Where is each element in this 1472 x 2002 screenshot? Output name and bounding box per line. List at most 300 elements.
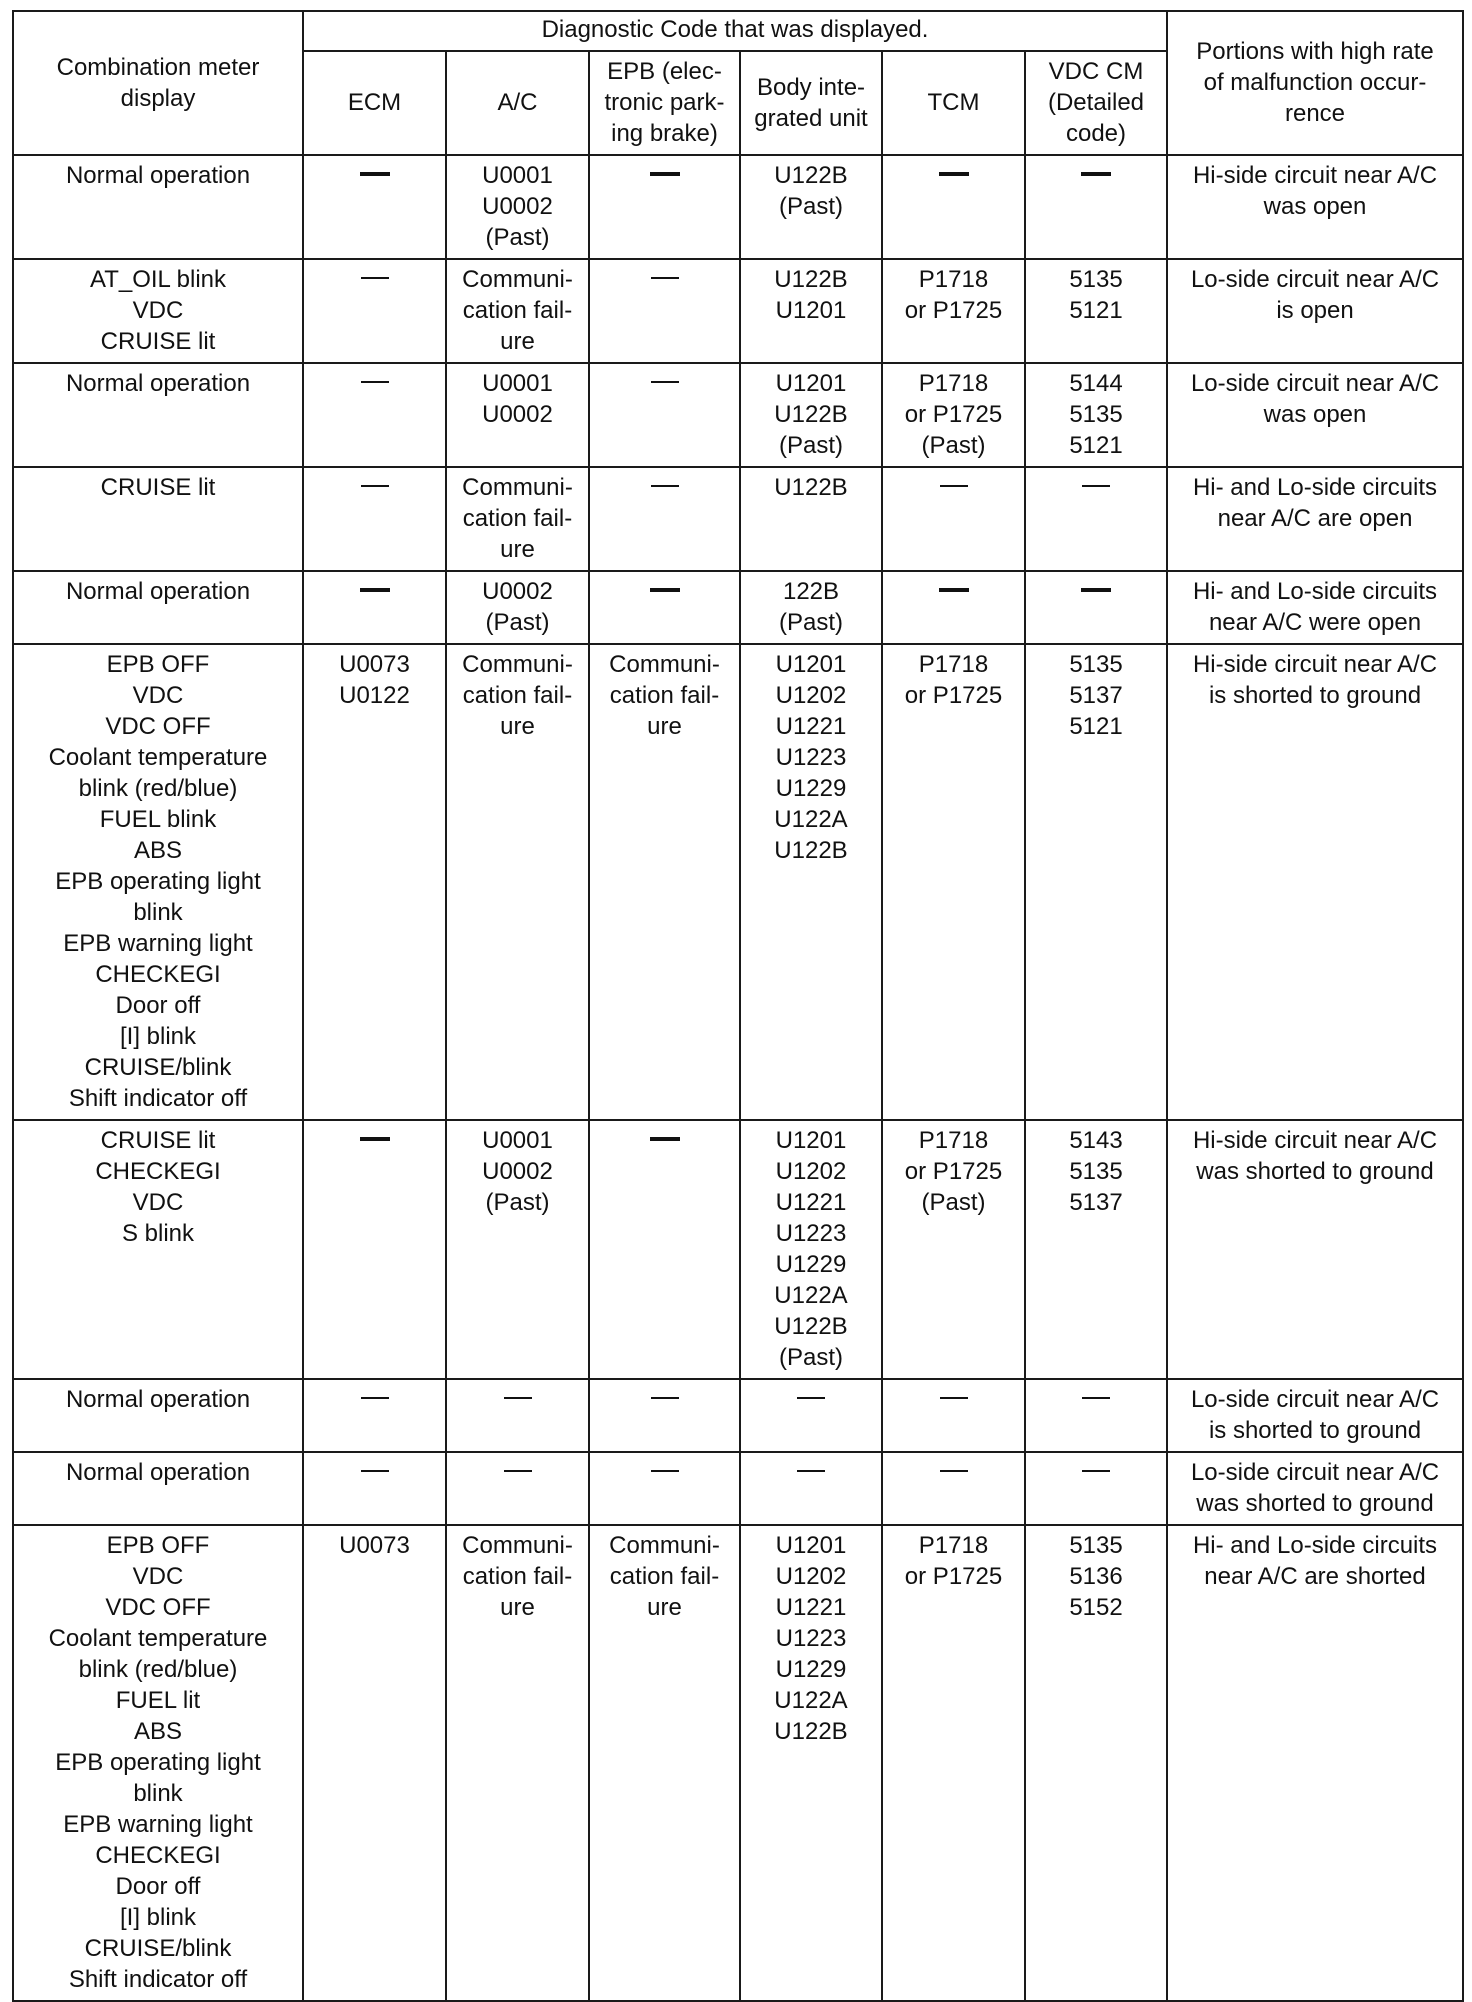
cell-line: ABS — [133, 837, 183, 864]
cell-line: 5135 — [1069, 1158, 1123, 1185]
cell-ecm — [303, 1120, 446, 1379]
cell-line: ure — [500, 1594, 535, 1621]
cell-vdc — [1025, 1379, 1167, 1452]
cell-line: U1223 — [775, 1220, 847, 1247]
cell-line: [I] blink — [119, 1023, 197, 1050]
cell-line: U122B — [774, 162, 848, 189]
cell-line: Door off — [115, 1873, 201, 1900]
table-row — [13, 571, 1463, 644]
cell-tcm — [882, 644, 1025, 1120]
cell-line: ure — [500, 328, 535, 355]
cell-vdc — [1025, 1120, 1167, 1379]
cell-line: Lo-side circuit near A/C — [1190, 1459, 1440, 1486]
cell-line: ing brake) — [611, 120, 718, 147]
cell-line: Door off — [115, 992, 201, 1019]
dash-mark — [360, 172, 390, 176]
cell-vdc — [1025, 467, 1167, 571]
cell-body — [740, 1452, 882, 1525]
cell-line: CHECKEGI — [95, 961, 221, 988]
dash-mark — [361, 485, 389, 487]
cell-line: Communi- — [462, 266, 573, 293]
cell-vdc — [1025, 259, 1167, 363]
cell-tcm — [882, 1452, 1025, 1525]
cell-line: U122A — [774, 806, 848, 833]
cell-line: U1201 — [775, 1532, 847, 1559]
cell-line: Normal operation — [65, 1459, 251, 1486]
cell-line: EPB warning light — [63, 1811, 253, 1838]
cell-line: ure — [647, 1594, 682, 1621]
cell-vdc — [1025, 644, 1167, 1120]
cell-line: 5135 — [1069, 1532, 1123, 1559]
cell-vdc — [1025, 155, 1167, 259]
cell-portion — [1167, 1525, 1463, 2001]
cell-ecm — [303, 155, 446, 259]
cell-line: or P1725 — [904, 682, 1003, 709]
cell-line: (Past) — [778, 432, 843, 459]
cell-line: U122B — [774, 1718, 848, 1745]
cell-tcm — [882, 1525, 1025, 2001]
dash-mark — [939, 588, 969, 592]
header-diagnostic-group: Diagnostic Code that was displayed. — [303, 11, 1167, 51]
cell-meter — [13, 363, 303, 467]
cell-line: (Past) — [778, 609, 843, 636]
cell-ecm — [303, 644, 446, 1120]
cell-line: cation fail- — [462, 682, 573, 709]
cell-line: Shift indicator off — [68, 1966, 248, 1993]
cell-meter — [13, 259, 303, 363]
dash-mark — [360, 1137, 390, 1141]
cell-epb — [589, 1452, 740, 1525]
cell-line: (Past) — [778, 1344, 843, 1371]
cell-ecm — [303, 1525, 446, 2001]
cell-line: EPB OFF — [106, 651, 210, 678]
cell-line: or P1725 — [904, 401, 1003, 428]
cell-line: Lo-side circuit near A/C — [1190, 370, 1440, 397]
cell-line: U0001 — [482, 370, 553, 397]
dash-mark — [361, 1397, 389, 1399]
cell-ecm — [303, 259, 446, 363]
cell-line: tronic park- — [604, 89, 725, 116]
cell-line: Communi- — [462, 474, 573, 501]
table-row — [13, 155, 1463, 259]
cell-line: cation fail- — [462, 1563, 573, 1590]
cell-line: S blink — [121, 1220, 195, 1247]
cell-line: [I] blink — [119, 1904, 197, 1931]
cell-ac — [446, 155, 589, 259]
dash-mark — [360, 588, 390, 592]
cell-line: (Past) — [921, 432, 986, 459]
dash-mark — [940, 1470, 968, 1472]
dash-mark — [361, 381, 389, 383]
cell-line: VDC — [132, 1563, 184, 1590]
cell-line: U122B — [774, 474, 848, 501]
header-row-top — [13, 11, 1463, 51]
cell-line: Hi- and Lo-side circuits — [1192, 578, 1438, 605]
cell-line: U1201 — [775, 651, 847, 678]
cell-line: U0001 — [482, 162, 553, 189]
cell-line: was open — [1263, 193, 1367, 220]
cell-line: P1718 — [918, 370, 989, 397]
cell-line: Normal operation — [65, 162, 251, 189]
cell-body — [740, 259, 882, 363]
cell-line: grated unit — [754, 104, 868, 132]
cell-line: U1201 — [775, 297, 847, 324]
cell-line: Hi-side circuit near A/C — [1192, 162, 1438, 189]
dash-mark — [939, 172, 969, 176]
cell-vdc — [1025, 1452, 1167, 1525]
cell-line: near A/C were open — [1208, 609, 1422, 636]
cell-meter — [13, 467, 303, 571]
cell-line: U122B — [774, 401, 848, 428]
cell-portion — [1167, 259, 1463, 363]
cell-line: FUEL blink — [99, 806, 217, 833]
cell-line: EPB (elec- — [607, 58, 722, 85]
cell-line: U1201 — [775, 370, 847, 397]
cell-line: Hi- and Lo-side circuits — [1192, 474, 1438, 501]
cell-line: ABS — [133, 1718, 183, 1745]
cell-ecm — [303, 363, 446, 467]
cell-line: rence — [1284, 100, 1346, 127]
cell-line: U0073 — [339, 651, 410, 678]
cell-line: 5121 — [1069, 297, 1123, 324]
cell-line: U0073 — [339, 1532, 410, 1559]
cell-tcm — [882, 1379, 1025, 1452]
cell-line: FUEL lit — [115, 1687, 201, 1714]
cell-line: ure — [500, 713, 535, 740]
cell-meter — [13, 1120, 303, 1379]
header-combination-meter — [13, 11, 303, 155]
cell-line: (Past) — [485, 609, 550, 636]
cell-line: P1718 — [918, 651, 989, 678]
cell-ecm — [303, 467, 446, 571]
header-ac — [446, 51, 589, 155]
cell-line: Hi-side circuit near A/C — [1192, 651, 1438, 678]
cell-line: U122B — [774, 266, 848, 293]
cell-line: blink (red/blue) — [78, 775, 238, 802]
cell-line: cation fail- — [462, 505, 573, 532]
cell-line: of malfunction occur- — [1203, 69, 1427, 96]
cell-line: EPB warning light — [63, 930, 253, 957]
cell-epb — [589, 571, 740, 644]
cell-tcm — [882, 571, 1025, 644]
cell-vdc — [1025, 363, 1167, 467]
cell-line: U0002 — [482, 578, 553, 605]
dash-mark — [361, 1470, 389, 1472]
cell-line: or P1725 — [904, 1563, 1003, 1590]
cell-meter — [13, 644, 303, 1120]
cell-line: 5121 — [1069, 713, 1123, 740]
cell-portion — [1167, 155, 1463, 259]
cell-epb — [589, 1525, 740, 2001]
dash-mark — [651, 277, 679, 279]
cell-line: U1201 — [775, 1127, 847, 1154]
dash-mark — [361, 277, 389, 279]
dash-mark — [1081, 588, 1111, 592]
cell-line: was shorted to ground — [1196, 1158, 1434, 1185]
dash-mark — [797, 1397, 825, 1399]
cell-line: or P1725 — [904, 297, 1003, 324]
cell-line: was open — [1263, 401, 1367, 428]
cell-ac — [446, 1525, 589, 2001]
table-row — [13, 1120, 1463, 1379]
dash-mark — [1081, 172, 1111, 176]
cell-epb — [589, 644, 740, 1120]
cell-ac — [446, 1379, 589, 1452]
cell-line: CRUISE/blink — [84, 1054, 232, 1081]
cell-epb — [589, 467, 740, 571]
cell-line: blink — [133, 899, 183, 926]
cell-line: cation fail- — [462, 297, 573, 324]
cell-tcm — [882, 1120, 1025, 1379]
cell-line: Normal operation — [65, 1386, 251, 1413]
cell-line: Communi- — [609, 651, 720, 678]
cell-line: (Past) — [778, 193, 843, 220]
dash-mark — [651, 485, 679, 487]
cell-line: VDC CM — [1048, 58, 1144, 85]
cell-line: U0001 — [482, 1127, 553, 1154]
dash-mark — [1082, 1470, 1110, 1472]
table-row — [13, 644, 1463, 1120]
cell-meter — [13, 1525, 303, 2001]
diagnostic-table — [12, 10, 1464, 2002]
cell-meter — [13, 1452, 303, 1525]
cell-tcm — [882, 363, 1025, 467]
cell-line: is shorted to ground — [1208, 1417, 1422, 1444]
cell-tcm — [882, 259, 1025, 363]
cell-body — [740, 467, 882, 571]
cell-line: Shift indicator off — [68, 1085, 248, 1112]
cell-line: EPB operating light — [55, 868, 261, 895]
cell-line: Communi- — [462, 1532, 573, 1559]
cell-line: U1202 — [775, 1563, 847, 1590]
cell-ac — [446, 1120, 589, 1379]
cell-line: VDC OFF — [105, 1594, 211, 1621]
cell-line: (Past) — [485, 224, 550, 251]
cell-body — [740, 644, 882, 1120]
dash-mark — [940, 1397, 968, 1399]
cell-epb — [589, 155, 740, 259]
cell-line: (Detailed — [1047, 89, 1145, 116]
cell-line: U122B — [774, 1313, 848, 1340]
cell-ac — [446, 571, 589, 644]
cell-line: code) — [1065, 120, 1127, 147]
dash-mark — [650, 172, 680, 176]
cell-line: U1223 — [775, 1625, 847, 1652]
cell-ac — [446, 467, 589, 571]
cell-line: 5143 — [1069, 1127, 1123, 1154]
cell-body — [740, 1525, 882, 2001]
cell-line: U1202 — [775, 682, 847, 709]
cell-line: 5152 — [1069, 1594, 1123, 1621]
cell-line: cation fail- — [609, 682, 720, 709]
cell-line: 122B — [782, 578, 840, 605]
dash-mark — [651, 1397, 679, 1399]
cell-meter — [13, 571, 303, 644]
cell-line: or P1725 — [904, 1158, 1003, 1185]
cell-line: U0002 — [482, 1158, 553, 1185]
cell-line: display — [120, 84, 196, 112]
cell-line: (Past) — [921, 1189, 986, 1216]
cell-line: 5144 — [1069, 370, 1123, 397]
cell-meter — [13, 1379, 303, 1452]
cell-portion — [1167, 467, 1463, 571]
cell-line: Coolant temperature — [48, 744, 268, 771]
dash-mark — [650, 1137, 680, 1141]
cell-line: U0002 — [482, 193, 553, 220]
cell-line: VDC — [132, 297, 184, 324]
dash-mark — [504, 1470, 532, 1472]
cell-line: P1718 — [918, 266, 989, 293]
cell-line: Normal operation — [65, 578, 251, 605]
cell-line: is open — [1276, 297, 1354, 324]
cell-line: ECM — [347, 89, 402, 116]
cell-vdc — [1025, 571, 1167, 644]
cell-ac — [446, 1452, 589, 1525]
table-body — [13, 155, 1463, 2001]
cell-line: Communi- — [609, 1532, 720, 1559]
header-ecm — [303, 51, 446, 155]
cell-ecm — [303, 1379, 446, 1452]
dash-mark — [1082, 1397, 1110, 1399]
dash-mark — [940, 485, 968, 487]
cell-ecm — [303, 571, 446, 644]
cell-body — [740, 571, 882, 644]
cell-line: U0122 — [339, 682, 410, 709]
cell-portion — [1167, 571, 1463, 644]
cell-portion — [1167, 1379, 1463, 1452]
cell-line: near A/C are open — [1217, 505, 1413, 532]
cell-body — [740, 363, 882, 467]
cell-line: P1718 — [918, 1127, 989, 1154]
cell-line: CRUISE lit — [100, 1127, 216, 1154]
cell-line: U1229 — [775, 1251, 847, 1278]
cell-line: VDC — [132, 682, 184, 709]
cell-line: (Past) — [485, 1189, 550, 1216]
cell-line: Lo-side circuit near A/C — [1190, 266, 1440, 293]
cell-line: 5135 — [1069, 401, 1123, 428]
cell-epb — [589, 1379, 740, 1452]
table-row — [13, 259, 1463, 363]
dash-mark — [797, 1470, 825, 1472]
cell-portion — [1167, 363, 1463, 467]
cell-line: Lo-side circuit near A/C — [1190, 1386, 1440, 1413]
cell-line: CRUISE/blink — [84, 1935, 232, 1962]
cell-line: Coolant temperature — [48, 1625, 268, 1652]
header-epb — [589, 51, 740, 155]
table-row — [13, 1452, 1463, 1525]
dash-mark — [651, 381, 679, 383]
cell-line: CRUISE lit — [100, 328, 216, 355]
cell-line: TCM — [927, 89, 980, 116]
cell-line: U1221 — [775, 713, 847, 740]
cell-ac — [446, 259, 589, 363]
cell-line: U0002 — [482, 401, 553, 428]
cell-line: 5137 — [1069, 1189, 1123, 1216]
cell-line: CRUISE lit — [100, 474, 216, 501]
header-tcm — [882, 51, 1025, 155]
cell-body — [740, 1120, 882, 1379]
cell-ecm — [303, 1452, 446, 1525]
table-row — [13, 1525, 1463, 2001]
cell-vdc — [1025, 1525, 1167, 2001]
cell-line: VDC OFF — [105, 713, 211, 740]
cell-line: U1221 — [775, 1594, 847, 1621]
cell-line: CHECKEGI — [95, 1158, 221, 1185]
cell-ac — [446, 363, 589, 467]
cell-line: Body inte- — [756, 73, 866, 101]
cell-epb — [589, 259, 740, 363]
cell-line: Communi- — [462, 651, 573, 678]
header-body-integrated-unit — [740, 51, 882, 155]
dash-mark — [650, 588, 680, 592]
cell-line: U122B — [774, 837, 848, 864]
cell-epb — [589, 1120, 740, 1379]
cell-line: cation fail- — [609, 1563, 720, 1590]
cell-line: 5136 — [1069, 1563, 1123, 1590]
cell-line: EPB operating light — [55, 1749, 261, 1776]
cell-line: Normal operation — [65, 370, 251, 397]
cell-line: U1229 — [775, 1656, 847, 1683]
cell-line: Hi- and Lo-side circuits — [1192, 1532, 1438, 1559]
cell-line: VDC — [132, 1189, 184, 1216]
cell-line: U122A — [774, 1687, 848, 1714]
table-row — [13, 467, 1463, 571]
cell-body — [740, 155, 882, 259]
header-portions — [1167, 11, 1463, 155]
cell-line: near A/C are shorted — [1204, 1563, 1426, 1590]
cell-line: AT_OIL blink — [89, 266, 227, 293]
table-row — [13, 1379, 1463, 1452]
cell-line: 5121 — [1069, 432, 1123, 459]
cell-line: A/C — [497, 89, 538, 116]
cell-line: Portions with high rate — [1196, 38, 1434, 65]
cell-meter — [13, 155, 303, 259]
cell-line: U1223 — [775, 744, 847, 771]
cell-tcm — [882, 467, 1025, 571]
dash-mark — [651, 1470, 679, 1472]
cell-line: U1229 — [775, 775, 847, 802]
cell-line: 5137 — [1069, 682, 1123, 709]
dash-mark — [504, 1397, 532, 1399]
cell-line: CHECKEGI — [95, 1842, 221, 1869]
cell-line: 5135 — [1069, 651, 1123, 678]
table-row — [13, 363, 1463, 467]
cell-line: ure — [500, 536, 535, 563]
cell-line: 5135 — [1069, 266, 1123, 293]
cell-epb — [589, 363, 740, 467]
cell-line: blink (red/blue) — [78, 1656, 238, 1683]
cell-portion — [1167, 1452, 1463, 1525]
dash-mark — [1082, 485, 1110, 487]
cell-line: Combination meter — [56, 53, 260, 81]
header-vdc-cm — [1025, 51, 1167, 155]
cell-ac — [446, 644, 589, 1120]
cell-body — [740, 1379, 882, 1452]
cell-line: blink — [133, 1780, 183, 1807]
cell-line: EPB OFF — [106, 1532, 210, 1559]
cell-line: P1718 — [918, 1532, 989, 1559]
cell-line: U1221 — [775, 1189, 847, 1216]
cell-line: is shorted to ground — [1208, 682, 1422, 709]
cell-line: was shorted to ground — [1196, 1490, 1434, 1517]
cell-line: ure — [647, 713, 682, 740]
cell-line: Hi-side circuit near A/C — [1192, 1127, 1438, 1154]
cell-portion — [1167, 1120, 1463, 1379]
cell-tcm — [882, 155, 1025, 259]
cell-line: U1202 — [775, 1158, 847, 1185]
cell-line: U122A — [774, 1282, 848, 1309]
cell-portion — [1167, 644, 1463, 1120]
